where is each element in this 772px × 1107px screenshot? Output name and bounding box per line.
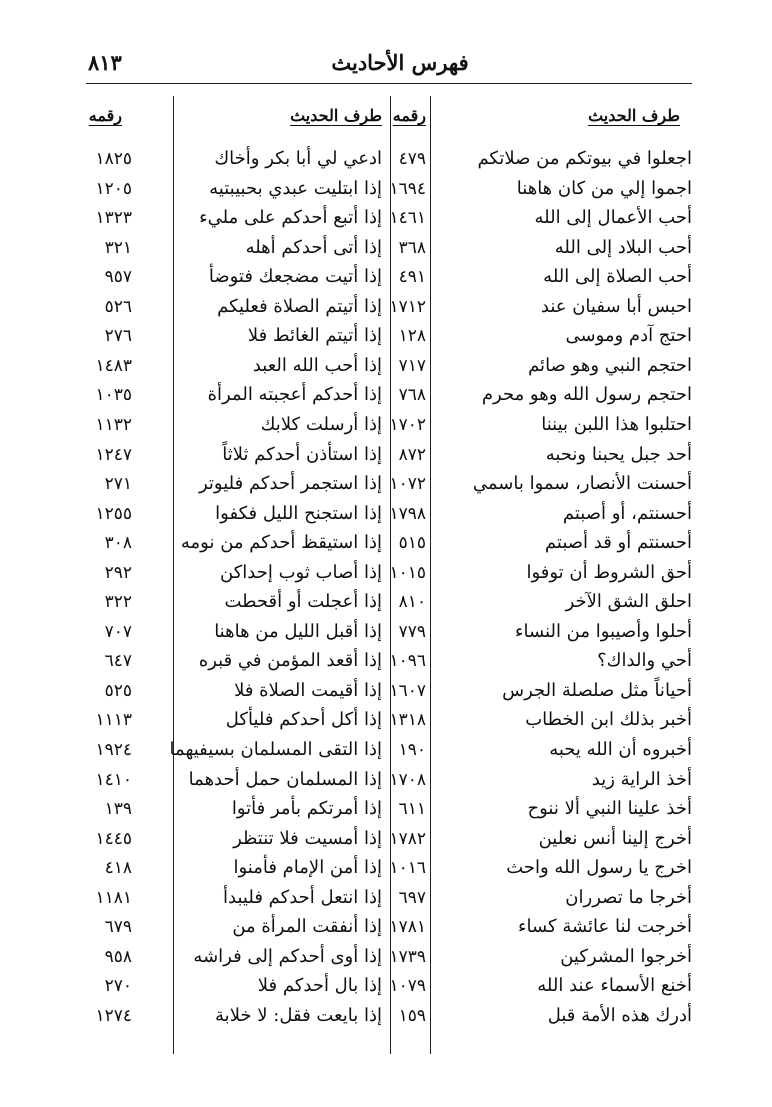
row-left-number: ٤١٨ xyxy=(104,858,132,879)
row-left-text: إذا ابتليت عبدي بحبيبتيه xyxy=(209,177,382,199)
row-right-number: ١٧٠٨ xyxy=(389,769,426,790)
row-right-number: ٧٦٨ xyxy=(398,385,426,406)
row-right-number: ٧١٧ xyxy=(398,355,426,376)
row-left-number: ١٨٢٥ xyxy=(95,149,132,169)
row-left-number: ١٣٢٣ xyxy=(95,208,132,229)
row-right-number: ١٠٩٦ xyxy=(389,651,426,672)
row-left-text: إذا أمن الإمام فأمنوا xyxy=(233,857,382,879)
col-header-left-text: طرف الحديث xyxy=(290,106,382,125)
row-left-number: ٩٥٧ xyxy=(104,267,132,288)
row-right-text: أحد جبل يحبنا ونحبه xyxy=(545,443,692,465)
row-left-number: ١٩٢٤ xyxy=(95,740,132,760)
row-right-number: ٧٧٩ xyxy=(398,621,426,642)
row-right-text: احتجم النبي وهو صائم xyxy=(528,354,692,376)
column-divider-right xyxy=(430,96,431,1054)
row-left-text: إذا بايعت فقل: لا خلابة xyxy=(215,1004,382,1026)
row-left-number: ٣٢٢ xyxy=(104,592,132,613)
row-left-number: ١٤٨٣ xyxy=(95,355,132,376)
row-right-number: ٦٩٧ xyxy=(398,887,426,908)
row-left-text: إذا استجمر أحدكم فليوتر xyxy=(198,473,382,495)
row-right-number: ١٣١٨ xyxy=(389,710,426,731)
col-header-right-text: طرف الحديث xyxy=(588,106,680,125)
row-left-text: ادعي لي أبا بكر وأخاك xyxy=(214,148,382,169)
row-left-text: إذا المسلمان حمل أحدهما xyxy=(188,768,382,790)
row-right-number: ١٥٩ xyxy=(398,1005,426,1026)
row-left-number: ٧٠٧ xyxy=(104,621,132,642)
row-left-number: ١١٨١ xyxy=(95,887,132,908)
row-right-number: ١٠١٦ xyxy=(389,858,426,879)
row-right-text: احبس أبا سفيان عند xyxy=(540,295,692,317)
page-title: فهرس الأحاديث xyxy=(331,50,469,75)
row-right-number: ١٧٣٩ xyxy=(389,946,426,967)
row-left-number: ٦٤٧ xyxy=(104,651,132,672)
row-right-number: ٣٦٨ xyxy=(398,237,426,258)
row-right-number: ١٠٧٢ xyxy=(389,474,426,495)
row-left-text: إذا استأذن أحدكم ثلاثاً xyxy=(222,443,382,465)
row-right-number: ١٢٨ xyxy=(398,326,426,347)
row-right-number: ٨٧٢ xyxy=(398,444,426,465)
row-left-text: إذا أعجلت أو أقحطت xyxy=(224,591,382,613)
row-left-text: إذا أكل أحدكم فليأكل xyxy=(225,709,382,731)
row-left-text: إذا استيقظ أحدكم من نومه xyxy=(180,532,382,554)
row-right-number: ١٤٦١ xyxy=(389,208,426,229)
row-left-text: إذا التقى المسلمان بسيفيهما xyxy=(169,739,382,760)
row-left-text: إذا أقيمت الصلاة فلا xyxy=(234,679,382,701)
row-right-number: ١٧٨٢ xyxy=(389,828,426,849)
row-left-number: ١٤٤٥ xyxy=(95,828,132,849)
row-right-text: أحسنتم، أو أصبتم xyxy=(562,502,692,524)
row-left-text: إذا بال أحدكم فلا xyxy=(257,975,382,997)
row-right-text: أخرجا ما تصرران xyxy=(565,886,692,908)
page-number: ٨١٣ xyxy=(88,50,122,75)
row-right-number: ١٠١٥ xyxy=(389,562,426,583)
row-right-text: اخرج يا رسول الله واحث xyxy=(506,857,692,879)
row-right-number: ١٩٠ xyxy=(398,740,426,760)
row-right-text: أخبر بذلك ابن الخطاب xyxy=(525,709,692,731)
row-right-text: أحب الأعمال إلى الله xyxy=(534,207,692,229)
row-right-text: احتج آدم وموسى xyxy=(565,325,692,347)
row-right-text: احتجم رسول الله وهو محرم xyxy=(481,384,692,406)
row-left-number: ١١٣٢ xyxy=(95,414,132,435)
row-left-number: ١٣٩ xyxy=(104,799,132,820)
row-left-number: ٣٢١ xyxy=(104,237,132,258)
row-left-number: ٦٧٩ xyxy=(104,917,132,938)
row-left-text: إذا أمرتكم بأمر فأتوا xyxy=(231,798,382,820)
row-right-text: أخذ علينا النبي ألا ننوح xyxy=(527,798,692,820)
row-right-number: ١٧١٢ xyxy=(389,296,426,317)
row-right-number: ١٧٠٢ xyxy=(389,414,426,435)
row-left-number: ١٢٤٧ xyxy=(95,444,132,465)
row-right-number: ١٠٧٩ xyxy=(389,976,426,997)
row-right-text: أحلوا وأصيبوا من النساء xyxy=(515,620,692,642)
row-right-text: أخرجت لنا عائشة كساء xyxy=(518,916,692,938)
header-rule xyxy=(86,83,692,84)
row-right-text: أخنع الأسماء عند الله xyxy=(537,975,692,997)
row-left-text: إذا أتى أحدكم أهله xyxy=(245,236,382,258)
row-right-text: أحق الشروط أن توفوا xyxy=(526,561,692,583)
row-left-text: إذا أتيت مضجعك فتوضأ xyxy=(208,266,382,288)
row-left-number: ١٠٣٥ xyxy=(95,385,132,406)
row-right-text: أحب الصلاة إلى الله xyxy=(543,266,692,288)
row-left-number: ١٢٠٥ xyxy=(95,178,132,199)
row-right-text: أدرك هذه الأمة قبل xyxy=(547,1004,692,1026)
row-left-text: إذا انتعل أحدكم فليبدأ xyxy=(223,886,382,908)
row-left-number: ٣٠٨ xyxy=(104,533,132,554)
row-left-number: ٢٩٢ xyxy=(104,562,132,583)
row-right-number: ٦١١ xyxy=(398,799,426,820)
row-right-number: ٤٩١ xyxy=(398,267,426,288)
row-left-text: إذا أصاب ثوب إحداكن xyxy=(220,561,382,583)
row-right-text: أخذ الراية زيد xyxy=(591,768,692,790)
row-right-text: اجعلوا في بيوتكم من صلاتكم xyxy=(477,148,692,169)
row-left-number: ٢٧٦ xyxy=(104,326,132,347)
row-right-number: ٥١٥ xyxy=(398,533,426,554)
row-right-number: ١٧٩٨ xyxy=(389,503,426,524)
row-right-text: أخرجوا المشركين xyxy=(560,945,692,967)
row-right-text: أحسنت الأنصار، سموا باسمي xyxy=(472,473,692,495)
row-right-text: أخبروه أن الله يحبه xyxy=(549,739,692,760)
row-left-number: ١٤١٠ xyxy=(95,769,132,790)
row-left-text: إذا أتيتم الصلاة فعليكم xyxy=(217,295,382,317)
row-left-number: ٥٢٦ xyxy=(104,296,132,317)
row-left-number: ١٢٥٥ xyxy=(95,503,132,524)
row-right-text: أحب البلاد إلى الله xyxy=(554,236,692,258)
row-right-number: ١٦٠٧ xyxy=(389,680,426,701)
row-right-number: ٨١٠ xyxy=(398,592,426,613)
row-right-number: ٤٧٩ xyxy=(398,149,426,169)
row-left-number: ٢٧٠ xyxy=(104,976,132,997)
row-right-number: ١٦٩٤ xyxy=(389,178,426,199)
row-left-text: إذا أمسيت فلا تنتظر xyxy=(233,827,382,849)
column-divider-left xyxy=(173,96,174,1054)
row-left-text: إذا أرسلت كلابك xyxy=(260,413,382,435)
row-right-text: اجموا إلي من كان هاهنا xyxy=(516,177,692,199)
row-left-text: إذا أقبل الليل من هاهنا xyxy=(214,620,382,642)
row-left-number: ٥٢٥ xyxy=(104,680,132,701)
col-header-right-num: رقمه xyxy=(392,106,426,125)
row-right-text: أحياناً مثل صلصلة الجرس xyxy=(502,679,692,701)
row-right-text: أحي والداك؟ xyxy=(597,650,692,672)
row-right-text: احلق الشق الآخر xyxy=(565,591,692,613)
row-left-text: إذا أقعد المؤمن في قبره xyxy=(198,650,382,672)
row-right-text: أحسنتم أو قد أصبتم xyxy=(544,532,692,554)
row-left-text: إذا استجنح الليل فكفوا xyxy=(215,502,382,524)
row-left-text: إذا أوى أحدكم إلى فراشه xyxy=(193,945,382,967)
row-right-text: احتلبوا هذا اللبن بيننا xyxy=(541,413,692,435)
col-header-left-num: رقمه xyxy=(88,106,122,125)
row-left-text: إذا أحدكم أعجبته المرأة xyxy=(207,384,382,406)
row-left-text: إذا أتيتم الغائط فلا xyxy=(247,325,382,347)
row-right-text: أخرج إلينا أنس نعلين xyxy=(538,827,692,849)
row-left-text: إذا أتبع أحدكم على مليء xyxy=(199,207,382,229)
row-left-text: إذا أحب الله العبد xyxy=(252,354,382,376)
row-left-number: ٢٧١ xyxy=(104,474,132,495)
row-right-number: ١٧٨١ xyxy=(389,917,426,938)
row-left-number: ١١١٣ xyxy=(95,710,132,731)
row-left-number: ١٢٧٤ xyxy=(95,1005,132,1026)
row-left-number: ٩٥٨ xyxy=(104,946,132,967)
row-left-text: إذا أنفقت المرأة من xyxy=(232,916,382,938)
